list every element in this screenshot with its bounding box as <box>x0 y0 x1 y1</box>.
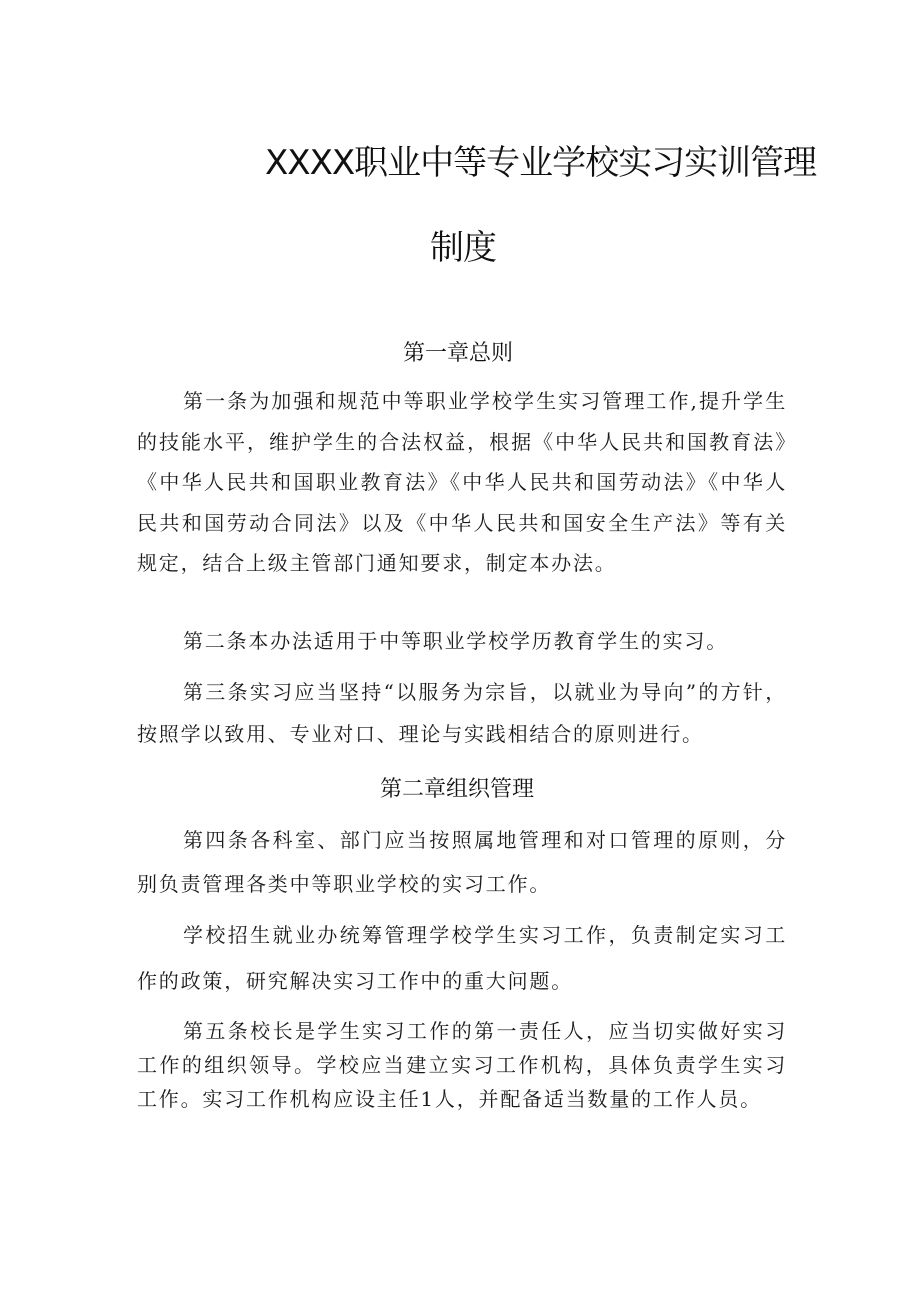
document-title-line-2: 制度 <box>430 228 496 268</box>
chapter-heading: 第一章总则 <box>403 341 514 366</box>
paragraph: 学校招生就业办统筹管理学校学生实习工作，负责制定实习工作的政策，研究解决实习工作中的重大问题。 <box>137 923 787 993</box>
chapter-heading: 第二章组织管理 <box>380 777 535 802</box>
paragraph: 第五条校长是学生实习工作的第一责任人，应当切实做好实习工作的组织领导。学校应当建立实习工作机构，具体负责学生实习工作。实习工作机构应设主任1人，并配备适当数量的工作人员。 <box>137 1019 787 1111</box>
paragraph: 第三条实习应当坚持“以服务为宗旨，以就业为导向”的方针，按照学以致用、专业对口、理论与实践相结合的原则进行。 <box>137 680 787 746</box>
paragraph: 第二条本办法适用于中等职业学校学历教育学生的实习。 <box>183 629 728 653</box>
paragraph: 第一条为加强和规范中等职业学校学生实习管理工作,提升学生的技能水平，维护学生的合法权益，根据《中华人民共和国教育法》《中华人民共和国职业教育法》《中华人民共和国劳动法》《中华人民共和国劳动合同法》以及《中华人民共和国安全生产法》等有关规定，结合上级主管部门通知要求，制定本办法。 <box>137 389 787 575</box>
paragraph: 第四条各科室、部门应当按照属地管理和对口管理的原则，分别负责管理各类中等职业学校的实习工作。 <box>137 828 787 896</box>
document-title-line-1: XXXX职业中等专业学校实习实训管理 <box>265 143 817 183</box>
